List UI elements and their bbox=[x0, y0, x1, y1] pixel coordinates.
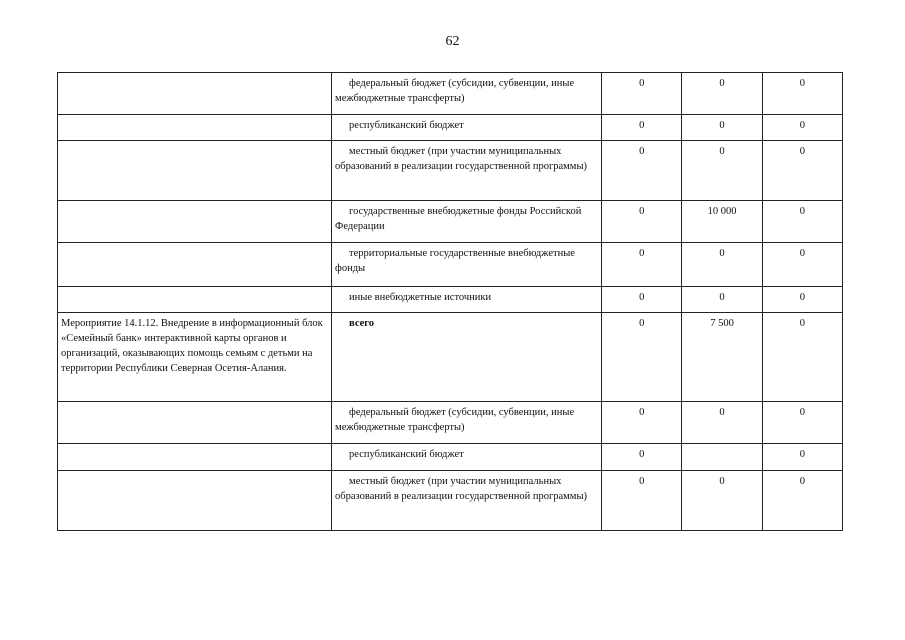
source-label: местный бюджет (при участии муниципальных образований в реализации государственной программы) bbox=[335, 476, 588, 502]
event-cell bbox=[58, 402, 332, 444]
value-cell: 0 bbox=[762, 471, 842, 531]
source-label: республиканский бюджет bbox=[349, 120, 464, 131]
value-cell: 0 bbox=[602, 287, 682, 313]
page-number: 62 bbox=[445, 34, 460, 49]
event-cell bbox=[58, 471, 332, 531]
value-cell: 0 bbox=[762, 444, 842, 471]
value-cell: 0 bbox=[762, 115, 842, 141]
value-cell: 0 bbox=[762, 287, 842, 313]
source-label: федеральный бюджет (субсидии, субвенции, иные межбюджетные трансферты) bbox=[335, 407, 575, 433]
value-cell: 0 bbox=[602, 141, 682, 201]
table-row bbox=[58, 73, 843, 115]
value-cell: 0 bbox=[602, 243, 682, 287]
event-cell bbox=[58, 201, 332, 243]
source-label: иные внебюджетные источники bbox=[349, 292, 492, 303]
event-cell bbox=[58, 141, 332, 201]
value-cell: 7 500 bbox=[682, 313, 762, 402]
table-row bbox=[58, 115, 843, 141]
event-cell bbox=[58, 73, 332, 115]
value-cell: 0 bbox=[762, 243, 842, 287]
value-cell: 0 bbox=[602, 73, 682, 115]
value-cell: 0 bbox=[682, 402, 762, 444]
funding-table bbox=[57, 72, 843, 531]
value-cell: 0 bbox=[682, 73, 762, 115]
source-label: местный бюджет (при участии муниципальных образований в реализации государственной программы) bbox=[335, 146, 588, 172]
value-cell: 0 bbox=[682, 115, 762, 141]
event-cell: Мероприятие 14.1.12. Внедрение в информационный блок «Семейный банк» интерактивной карты органов и организаций, оказывающих помощь семьям с детьми на территории Республики Северная Осетия-Алания. bbox=[58, 313, 332, 402]
value-cell: 0 bbox=[602, 402, 682, 444]
source-label: территориальные государственные внебюджетные фонды bbox=[335, 248, 575, 274]
table-row bbox=[58, 444, 843, 471]
source-label: всего bbox=[349, 318, 375, 329]
source-cell bbox=[332, 141, 602, 201]
source-cell bbox=[332, 402, 602, 444]
event-cell bbox=[58, 243, 332, 287]
source-cell bbox=[332, 243, 602, 287]
value-cell bbox=[682, 444, 762, 471]
table-row bbox=[58, 471, 843, 531]
value-cell: 0 bbox=[602, 471, 682, 531]
value-cell: 10 000 bbox=[682, 201, 762, 243]
value-cell: 0 bbox=[682, 287, 762, 313]
value-cell: 0 bbox=[602, 444, 682, 471]
source-cell bbox=[332, 444, 602, 471]
value-cell: 0 bbox=[682, 471, 762, 531]
source-cell bbox=[332, 313, 602, 402]
event-cell bbox=[58, 444, 332, 471]
value-cell: 0 bbox=[762, 201, 842, 243]
source-label: республиканский бюджет bbox=[349, 449, 464, 460]
value-cell: 0 bbox=[762, 73, 842, 115]
value-cell: 0 bbox=[682, 243, 762, 287]
source-cell bbox=[332, 471, 602, 531]
table-row bbox=[58, 201, 843, 243]
table-row bbox=[58, 402, 843, 444]
value-cell: 0 bbox=[762, 141, 842, 201]
source-label: федеральный бюджет (субсидии, субвенции, иные межбюджетные трансферты) bbox=[335, 78, 575, 104]
value-cell: 0 bbox=[602, 115, 682, 141]
table-row bbox=[58, 243, 843, 287]
event-cell bbox=[58, 115, 332, 141]
source-cell bbox=[332, 201, 602, 243]
source-cell bbox=[332, 287, 602, 313]
value-cell: 0 bbox=[682, 141, 762, 201]
value-cell: 0 bbox=[602, 313, 682, 402]
table-row bbox=[58, 313, 843, 402]
source-cell bbox=[332, 73, 602, 115]
table-row bbox=[58, 141, 843, 201]
value-cell: 0 bbox=[762, 313, 842, 402]
table-row bbox=[58, 287, 843, 313]
source-label: государственные внебюджетные фонды Российской Федерации bbox=[335, 206, 582, 232]
source-cell bbox=[332, 115, 602, 141]
value-cell: 0 bbox=[602, 201, 682, 243]
event-cell bbox=[58, 287, 332, 313]
value-cell: 0 bbox=[762, 402, 842, 444]
